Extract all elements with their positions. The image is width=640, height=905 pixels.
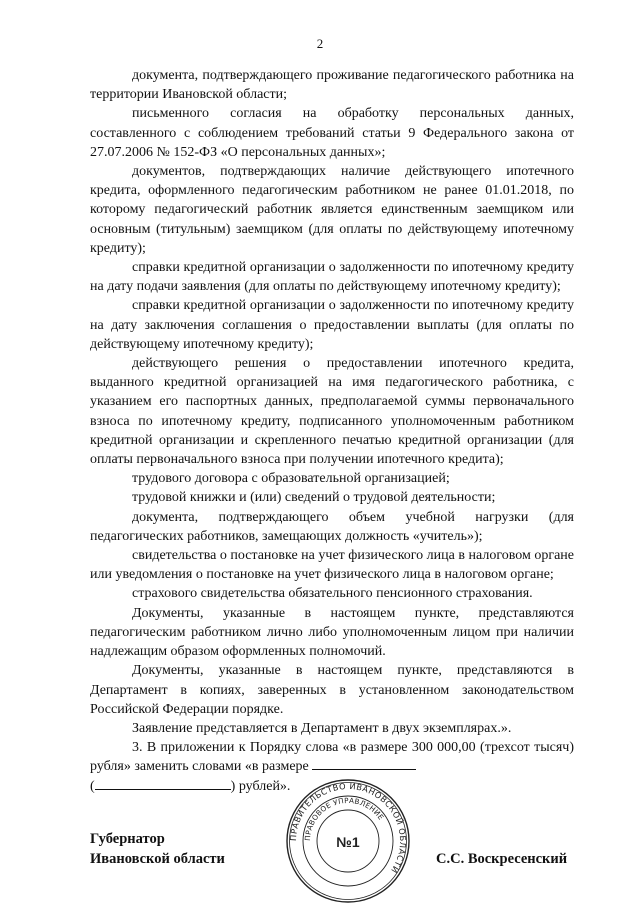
paragraph: Заявление представляется в Департамент в двух экземплярах.».	[132, 720, 512, 736]
paragraph: документа, подтверждающего проживание педагогического работника на территории Ивановской области;	[90, 68, 574, 103]
amount-words-blank-line	[95, 777, 231, 790]
paragraph: свидетельства о постановке на учет физического лица в налоговом органе или уведомления о постановке на учет физического лица в налоговом органе;	[90, 548, 574, 583]
item-3-open-paren: (	[90, 778, 95, 794]
item-3-paragraph	[90, 738, 574, 776]
paragraph: Документы, указанные в настоящем пункте, представляются педагогическим работником лично либо уполномоченным лицом при наличии надлежащим образом оформленных полномочий.	[90, 605, 574, 660]
seal-number: №1	[336, 834, 360, 850]
amount-blank-line	[312, 757, 416, 770]
paragraph: Документы, указанные в настоящем пункте, представляются в Департамент в копиях, заверенных в установленном законодательством Российской Федерации порядке.	[90, 663, 574, 717]
paragraph: трудовой книжки и (или) сведений о трудовой деятельности;	[132, 490, 496, 506]
seal-inner-text: ПРАВОВОЕ УПРАВЛЕНИЕ	[302, 795, 386, 842]
paragraph: документа, подтверждающего объем учебной нагрузки (для педагогических работников, замещающих должность «учитель»);	[90, 509, 574, 544]
paragraph: справки кредитной организации о задолженности по ипотечному кредиту на дату подачи заявления (для оплаты по действующему ипотечному кредиту);	[90, 260, 574, 295]
page-number: 2	[316, 36, 324, 51]
official-seal-stamp	[284, 777, 412, 905]
item-3-text: 3. В приложении к Порядку слова «в размере 300 000,00 (трехсот тысяч) рубля» заменить словами «в размере	[90, 740, 574, 775]
paragraph: справки кредитной организации о задолженности по ипотечному кредиту на дату заключения соглашения о предоставлении выплаты (для оплаты по действующему ипотечному кредиту);	[90, 298, 574, 352]
signature-title-line1: Губернатор	[90, 831, 165, 847]
document-body	[90, 66, 574, 796]
signature-title	[90, 829, 225, 869]
signature-name: С.С. Воскресенский	[436, 851, 568, 867]
paragraph: письменного согласия на обработку персональных данных, составленного с соблюдением требований статьи 9 Федерального закона от 27.07.2006 № 152-ФЗ «О персональных данных»;	[90, 106, 574, 160]
item-3-close-text: ) рублей».	[230, 778, 291, 794]
paragraph: трудового договора с образовательной организацией;	[132, 471, 450, 487]
signature-title-line2: Ивановской области	[90, 851, 225, 867]
paragraph: страхового свидетельства обязательного пенсионного страхования.	[132, 586, 533, 602]
seal-outer-text: ПРАВИТЕЛЬСТВО ИВАНОВСКОЙ ОБЛАСТИ	[287, 780, 409, 876]
paragraph: документов, подтверждающих наличие действующего ипотечного кредита, оформленного педагогическим работником не ранее 01.01.2018, по которому педагогический работник является единственным заемщиком или основным (титульным) заемщиком (для оплаты по действующему ипотечному кредиту);	[90, 164, 574, 256]
paragraph: действующего решения о предоставлении ипотечного кредита, выданного кредитной организацией на имя педагогического работника, с указанием его паспортных данных, предполагаемой суммы первоначального взноса по ипотечному кредиту, подписанного уполномоченным работником кредитной организации и скрепленного печатью кредитной организации (для оплаты первоначального взноса при получении ипотечного кредита);	[90, 356, 574, 468]
